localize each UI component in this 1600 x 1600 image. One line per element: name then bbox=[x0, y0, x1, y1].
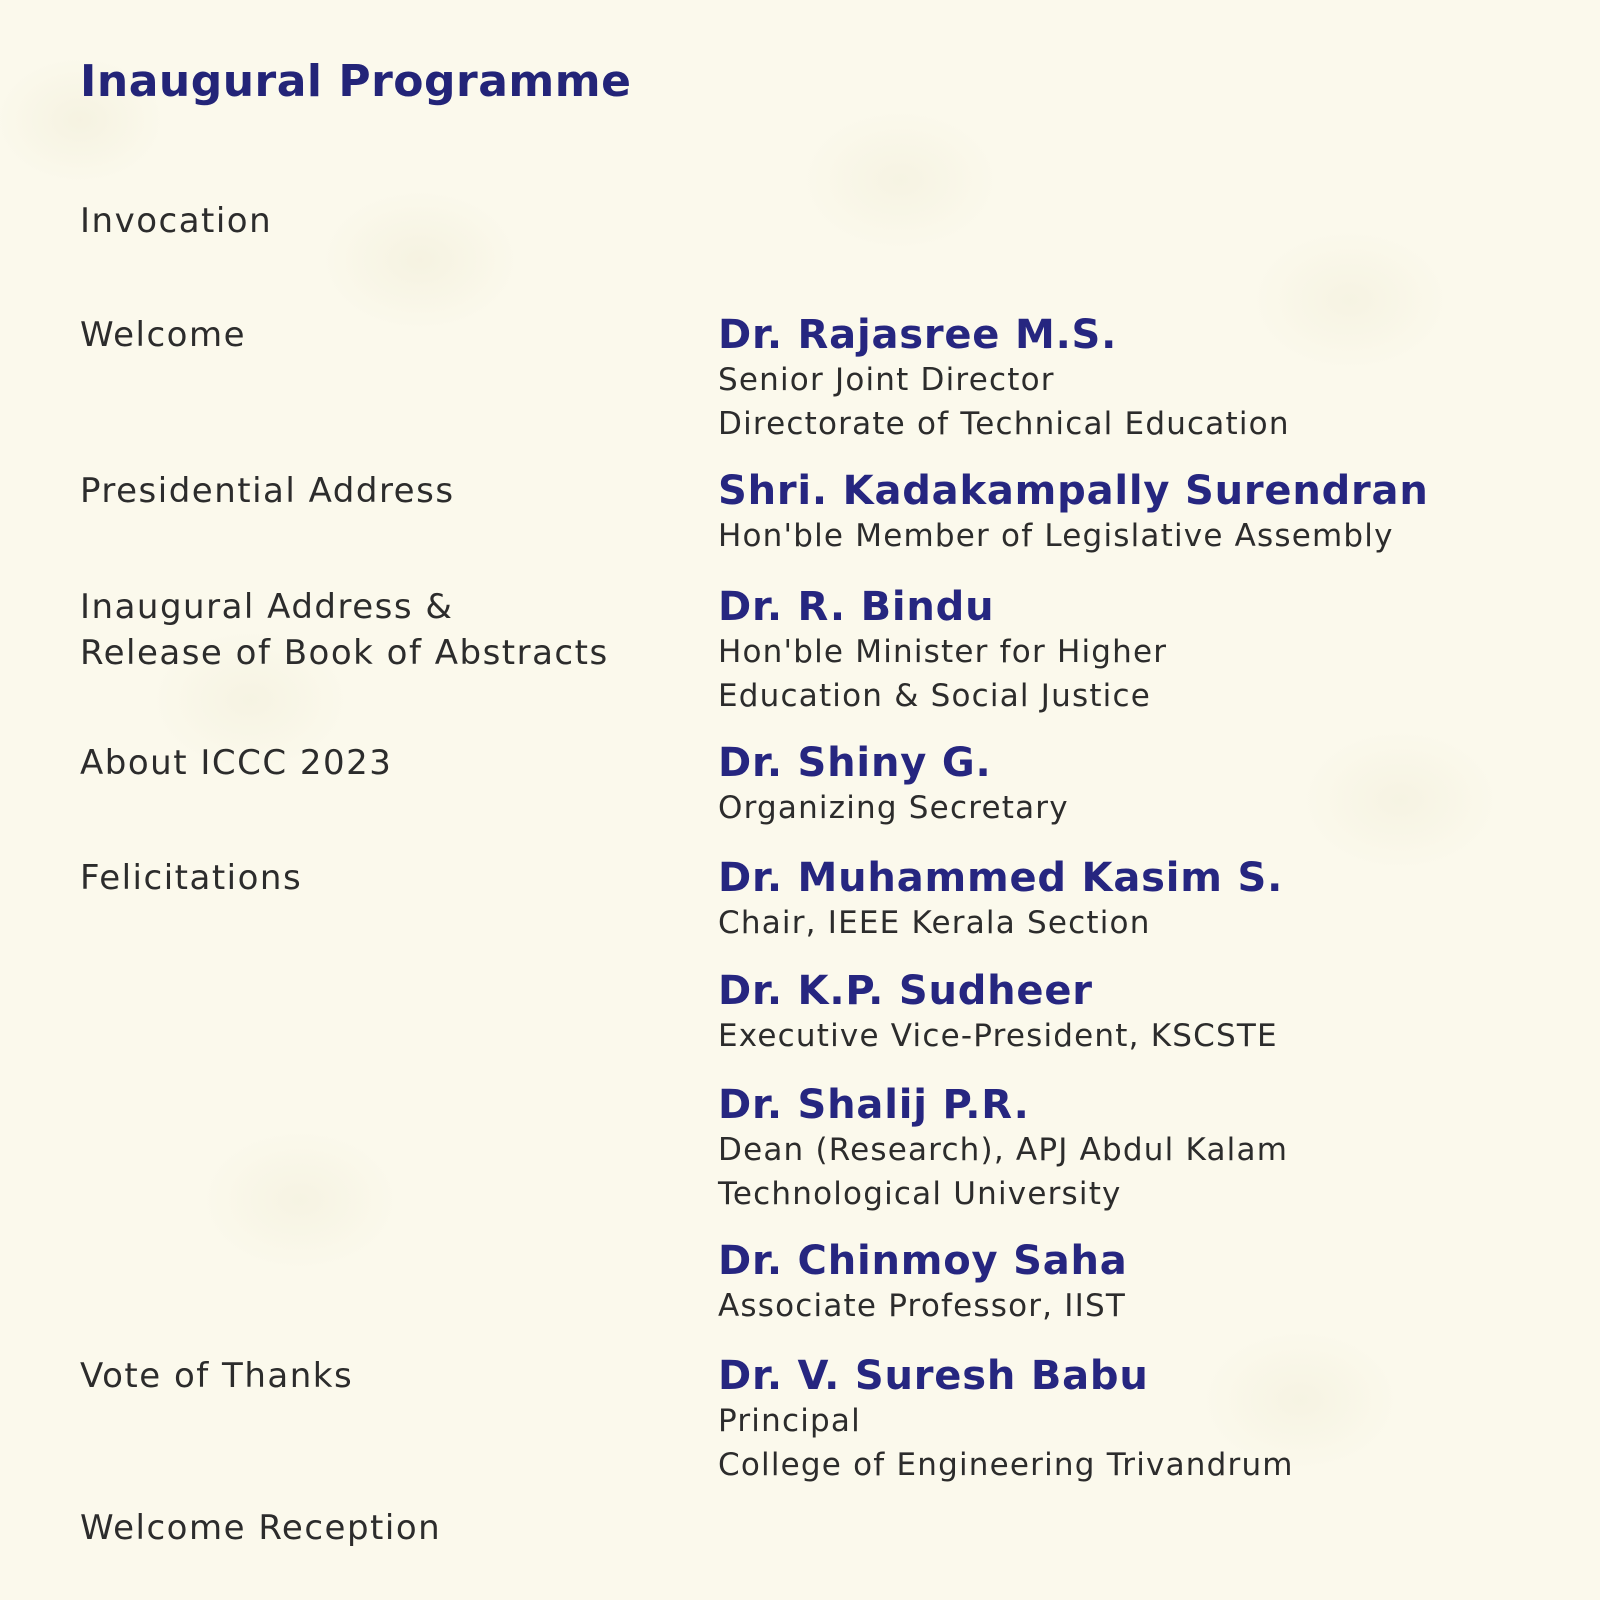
programme-item-inaugural-address bbox=[80, 584, 680, 676]
programme-item-welcome: Welcome bbox=[80, 315, 247, 355]
programme-item-inaugural-line1: Inaugural Address & bbox=[80, 587, 454, 627]
programme-item-vote-of-thanks: Vote of Thanks bbox=[80, 1356, 354, 1396]
speaker-kadakampally bbox=[718, 468, 1578, 558]
speaker-organization: Technological University bbox=[718, 1176, 1122, 1212]
speaker-suresh bbox=[718, 1353, 1578, 1487]
programme-item-invocation: Invocation bbox=[80, 201, 273, 241]
speaker-designation: Organizing Secretary bbox=[718, 790, 1069, 826]
speaker-designation: Principal bbox=[718, 1403, 861, 1439]
speaker-designation: Chair, IEEE Kerala Section bbox=[718, 905, 1151, 941]
speaker-chinmoy bbox=[718, 1238, 1578, 1328]
speaker-name: Dr. K.P. Sudheer bbox=[718, 968, 1093, 1014]
speaker-designation: Hon'ble Minister for Higher bbox=[718, 634, 1168, 670]
speaker-name: Shri. Kadakampally Surendran bbox=[718, 468, 1429, 514]
programme-item-inaugural-line2: Release of Book of Abstracts bbox=[80, 633, 609, 673]
programme-item-felicitations: Felicitations bbox=[80, 858, 303, 898]
programme-item-presidential-address: Presidential Address bbox=[80, 471, 455, 511]
speaker-organization: College of Engineering Trivandrum bbox=[718, 1447, 1294, 1483]
speaker-name: Dr. V. Suresh Babu bbox=[718, 1353, 1149, 1399]
speaker-name: Dr. R. Bindu bbox=[718, 584, 995, 630]
speaker-name: Dr. Shalij P.R. bbox=[718, 1082, 1030, 1128]
speaker-designation: Dean (Research), APJ Abdul Kalam bbox=[718, 1132, 1289, 1168]
programme-item-welcome-reception: Welcome Reception bbox=[80, 1508, 442, 1548]
speaker-shiny bbox=[718, 740, 1578, 830]
speaker-organization: Education & Social Justice bbox=[718, 678, 1152, 714]
page-title: Inaugural Programme bbox=[80, 56, 632, 107]
speaker-name: Dr. Shiny G. bbox=[718, 740, 992, 786]
speaker-designation: Associate Professor, IIST bbox=[718, 1288, 1126, 1324]
speaker-shalij bbox=[718, 1082, 1578, 1216]
speaker-designation: Senior Joint Director bbox=[718, 362, 1055, 398]
speaker-designation: Executive Vice-President, KSCSTE bbox=[718, 1018, 1278, 1054]
speaker-organization: Directorate of Technical Education bbox=[718, 406, 1290, 442]
speaker-sudheer bbox=[718, 968, 1578, 1058]
speaker-bindu bbox=[718, 584, 1578, 718]
speaker-kasim bbox=[718, 855, 1578, 945]
speaker-name: Dr. Rajasree M.S. bbox=[718, 312, 1118, 358]
programme-item-about: About ICCC 2023 bbox=[80, 743, 393, 783]
speaker-name: Dr. Chinmoy Saha bbox=[718, 1238, 1128, 1284]
speaker-designation: Hon'ble Member of Legislative Assembly bbox=[718, 518, 1394, 554]
speaker-name: Dr. Muhammed Kasim S. bbox=[718, 855, 1284, 901]
speaker-rajasree bbox=[718, 312, 1578, 446]
